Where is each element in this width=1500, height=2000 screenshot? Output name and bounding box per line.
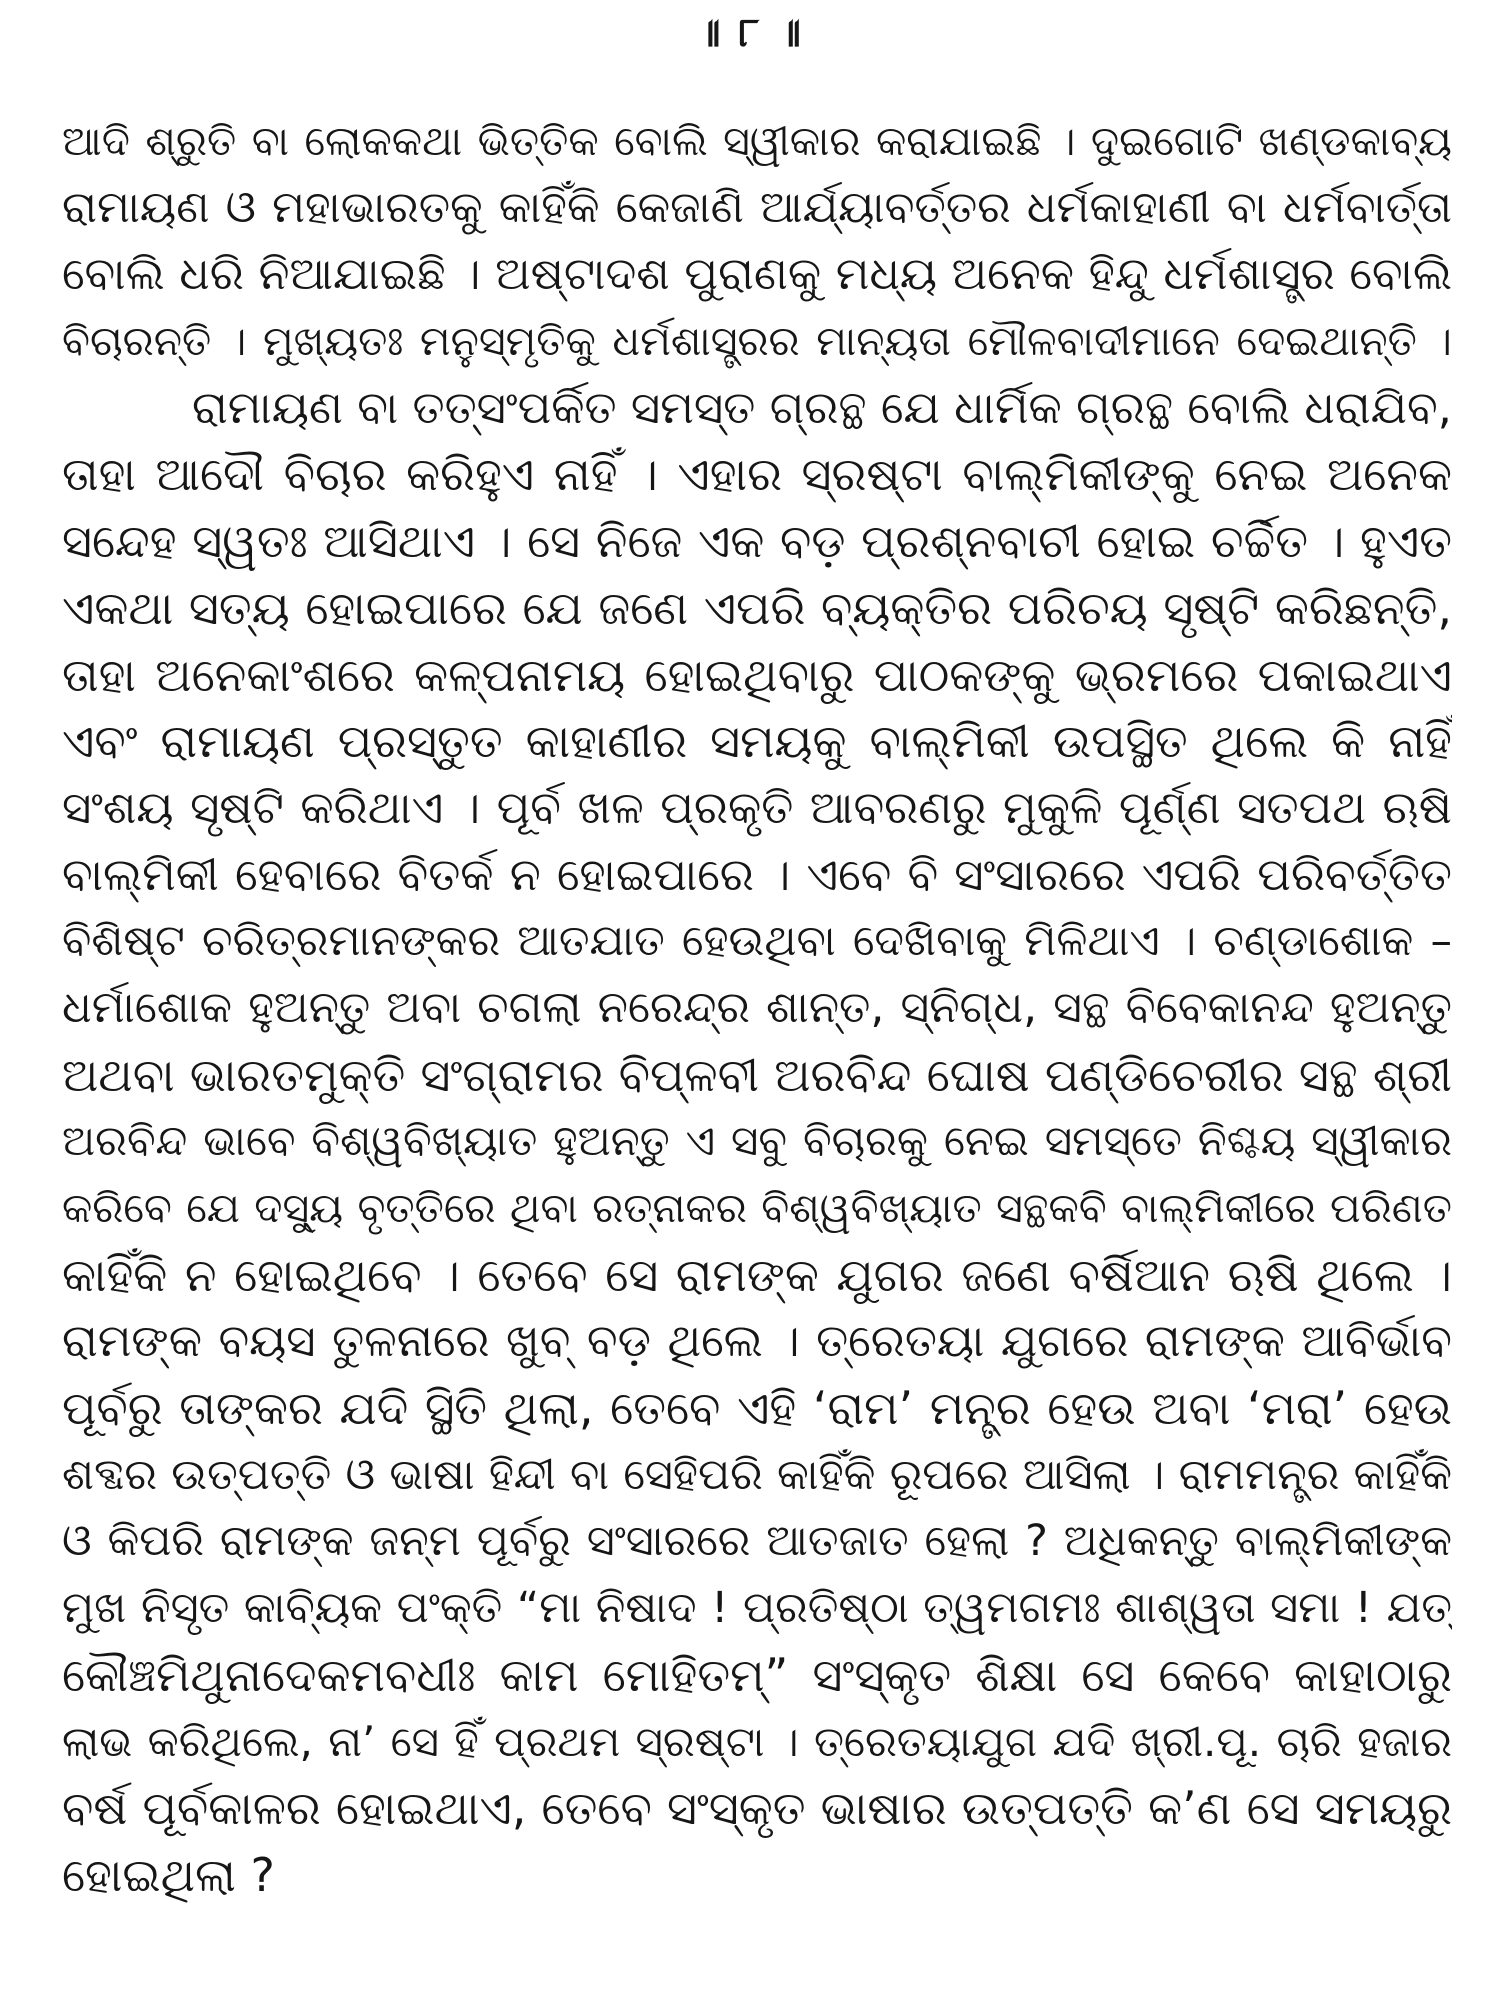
- text-line: କୌଞ୍ଚମିଥୁନାଦେକମବଧୀଃ କାମ ମୋହିତମ୍” ସଂସ୍କୃତ ଶିକ୍ଷା ସେ କେବେ କାହାଠାରୁ: [62, 1647, 1452, 1702]
- text-line: ବିଚାରନ୍ତି । ମୁଖ୍ୟତଃ ମନୁସ୍ମୃତିକୁ ଧର୍ମଶାସ୍ତ୍ରର ମାନ୍ୟତା ମୌଳବାଦୀମାନେ ଦେଇଥାନ୍ତି ।: [62, 317, 1452, 366]
- text-line: ଲାଭ କରିଥିଲେ, ନା’ ସେ ହିଁ ପ୍ରଥମ ସ୍ରଷ୍ଟା । ତ୍ରେତୟାଯୁଗ ଯଦି ଖ୍ରୀ.ପୂ. ଚାରି ହଜାର: [62, 1716, 1452, 1766]
- text-line: ଆଦି ଶ୍ରୁତି ବା ଲୋକକଥା ଭିତ୍ତିକ ବୋଲି ସ୍ୱୀକାର କରାଯାଇଛି । ଦୁଇଗୋଟି ଖଣ୍ଡକାବ୍ୟ: [62, 117, 1452, 165]
- paragraph-start-line: ରାମାୟଣ ବା ତତ୍‌ସଂପର୍କିତ ସମସ୍ତ ଗ୍ରନ୍ଥ ଯେ ଧାର୍ମିକ ଗ୍ରନ୍ଥ ବୋଲି ଧରାଯିବ,: [192, 380, 1452, 434]
- text-line: ଅରବିନ୍ଦ ଭାବେ ବିଶ୍ୱବିଖ୍ୟାତ ହୁଅନ୍ତୁ ଏ ସବୁ ବିଚାରକୁ ନେଇ ସମସ୍ତେ ନିଶ୍ଚୟ ସ୍ୱୀକାର: [62, 1116, 1452, 1166]
- text-line: ବିଶିଷ୍ଟ ଚରିତ୍ରମାନଙ୍କର ଆତଯାତ ହେଉଥିବା ଦେଖିବାକୁ ମିଳିଥାଏ । ଚଣ୍ଡାଶୋକ –: [62, 916, 1452, 967]
- text-line: ଶବ୍ଦର ଉତ୍ପତ୍ତି ଓ ଭାଷା ହିନ୍ଦୀ ବା ସେହିପରି କାହିଁକି ରୂପରେ ଆସିଲା । ରାମମନ୍ତ୍ର କାହିଁକି: [62, 1449, 1452, 1500]
- page-number: ॥ ୮ ॥: [696, 10, 803, 56]
- text-line: କରିବେ ଯେ ଦସ୍ୟୁ ବୃତ୍ତିରେ ଥିବା ରତ୍ନାକର ବିଶ୍ୱବିଖ୍ୟାତ ସନ୍ଥକବି ବାଲ୍ମିକୀରେ ପରିଣତ: [62, 1184, 1452, 1232]
- text-line: ସଂଶୟ ସୃଷ୍ଟି କରିଥାଏ । ପୂର୍ବ ଖଳ ପ୍ରକୃତି ଆବରଣରୁ ମୁକୁଳି ପୂର୍ଣ୍ଣ ସତପଥ ଋଷି: [62, 780, 1452, 834]
- body-text: [62, 108, 1452, 1909]
- text-line: ଏକଥା ସତ୍ୟ ହୋଇପାରେ ଯେ ଜଣେ ଏପରି ବ୍ୟକ୍ତିର ପରିଚୟ ସୃଷ୍ଟି କରିଛନ୍ତି,: [62, 580, 1452, 635]
- text-line: ବାଲ୍ମିକୀ ହେବାରେ ବିତର୍କ ନ ହୋଇପାରେ । ଏବେ ବି ସଂସାରରେ ଏପରି ପରିବର୍ତ୍ତିତ: [62, 847, 1452, 901]
- text-line: ଧର୍ମାଶୋକ ହୁଅନ୍ତୁ ଅବା ଚଗଲା ନରେନ୍ଦ୍ର ଶାନ୍ତ, ସ୍ନିଗ୍ଧ, ସନ୍ଥ ବିବେକାନନ୍ଦ ହୁଅନ୍ତୁ: [62, 981, 1452, 1033]
- text-line: ପୂର୍ବରୁ ତାଙ୍କର ଯଦି ସ୍ଥିତି ଥିଲା, ତେବେ ଏହି ‘ରାମ’ ମନ୍ତ୍ର ହେଉ ଅବା ‘ମରା’ ହେଉ: [62, 1381, 1452, 1436]
- text-line: ବୋଲି ଧରି ନିଆଯାଇଛି । ଅଷ୍ଟାଦଶ ପୁରାଣକୁ ମଧ୍ୟ ଅନେକ ହିନ୍ଦୁ ଧର୍ମଶାସ୍ତ୍ର ବୋଲି: [62, 247, 1452, 301]
- text-line: ମୁଖ ନିସୃତ କାବ୍ୟିକ ପଂକ୍ତି “ମା ନିଷାଦ ! ପ୍ରତିଷ୍ଠା ତ୍ୱମଗମଃ ଶାଶ୍ୱତା ସମା ! ଯତ୍: [62, 1583, 1452, 1634]
- text-line: ତାହା ଆଦୌ ବିଚାର କରିହୁଏ ନାହିଁ । ଏହାର ସ୍ରଷ୍ଟା ବାଲ୍ମିକୀଙ୍କୁ ନେଇ ଅନେକ: [62, 447, 1452, 502]
- text-line: ବର୍ଷ ପୂର୍ବକାଳର ହୋଇଥାଏ, ତେବେ ସଂସ୍କୃତ ଭାଷାର ଉତ୍ପତ୍ତି କ’ଣ ସେ ସମୟରୁ: [62, 1781, 1452, 1836]
- text-line: ତାହା ଅନେକାଂଶରେ କଳ୍ପନାମୟ ହୋଇଥିବାରୁ ପାଠକଙ୍କୁ ଭ୍ରମରେ ପକାଇଥାଏ: [62, 647, 1452, 702]
- paragraph-end-line: ହୋଇଥିଲା ?: [62, 1847, 275, 1902]
- text-line: ଅଥବା ଭାରତମୁକ୍ତି ସଂଗ୍ରାମର ବିପ୍ଳବୀ ଅରବିନ୍ଦ ଘୋଷ ପଣ୍ଡିଚେରୀର ସନ୍ଥ ଶ୍ରୀ: [62, 1047, 1452, 1102]
- text-line: ସନ୍ଦେହ ସ୍ୱତଃ ଆସିଥାଏ । ସେ ନିଜେ ଏକ ବଡ଼ ପ୍ରଶ୍ନବାଚୀ ହୋଇ ଚର୍ଚ୍ଚିତ । ହୁଏତ: [62, 514, 1452, 569]
- text-line: ଓ କିପରି ରାମଙ୍କ ଜନ୍ମ ପୂର୍ବରୁ ସଂସାରରେ ଆତଜାତ ହେଲା ? ଅଧିକନ୍ତୁ ବାଲ୍ମିକୀଙ୍କ: [62, 1516, 1452, 1567]
- text-line: ରାମାୟଣ ଓ ମହାଭାରତକୁ କାହିଁକି କେଜାଣି ଆର୍ଯ୍ୟାବର୍ତ୍ତର ଧର୍ମକାହାଣୀ ବା ଧର୍ମବାର୍ତ୍ତା: [62, 181, 1452, 233]
- text-line: କାହିଁକି ନ ହୋଇଥିବେ । ତେବେ ସେ ରାମଙ୍କ ଯୁଗର ଜଣେ ବର୍ଷିଆନ ଋଷି ଥିଲେ ।: [62, 1247, 1452, 1302]
- text-line: ଏବଂ ରାମାୟଣ ପ୍ରସ୍ତୁତ କାହାଣୀର ସମୟକୁ ବାଲ୍ମିକୀ ଉପସ୍ଥିତ ଥିଲେ କି ନାହିଁ: [62, 714, 1452, 769]
- text-line: ରାମଙ୍କ ବୟସ ତୁଳନାରେ ଖୁବ୍ ବଡ଼ ଥିଲେ । ତ୍ରେତୟା ଯୁଗରେ ରାମଙ୍କ ଆବିର୍ଭାବ: [62, 1314, 1452, 1368]
